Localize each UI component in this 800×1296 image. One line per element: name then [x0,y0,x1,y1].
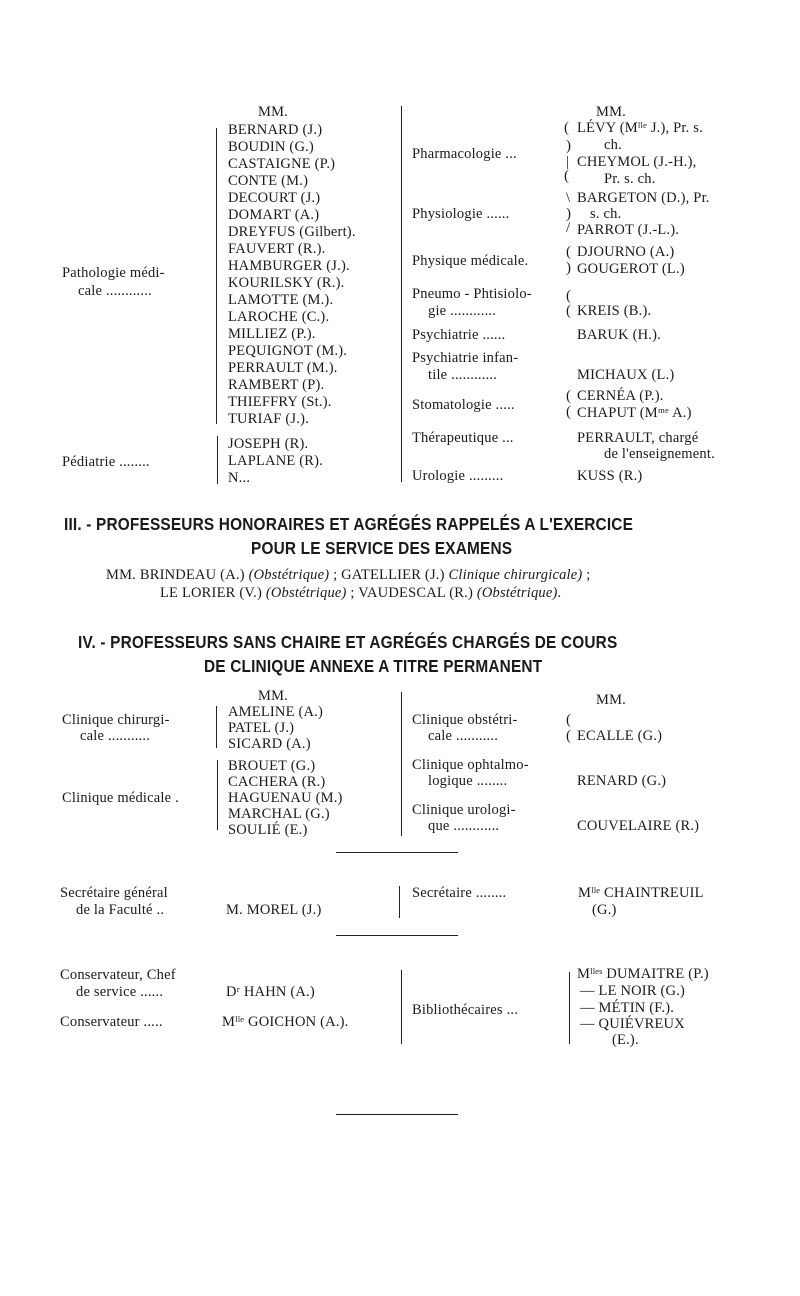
brace: ) [566,260,571,276]
mm-header: MM. [258,104,289,120]
name: — QUIÉVREUX [580,1016,685,1032]
discipline-label: cale ............ [78,283,152,299]
discipline-label: Clinique urologi- [412,802,516,818]
name: KUSS (R.) [577,468,643,484]
name: COUVELAIRE (R.) [577,818,700,834]
name: SOULIÉ (E.) [228,822,308,838]
name: CONTE (M.) [228,173,309,189]
name: MILLIEZ (P.). [228,326,316,342]
name: SICARD (A.) [228,736,311,752]
name: DREYFUS (Gilbert). [228,224,356,240]
brace: \ [566,190,571,206]
name: Pr. s. ch. [604,171,656,187]
brace: ( [566,303,571,319]
name: MARCHAL (G.) [228,806,330,822]
brace [216,706,217,748]
separator-rule [336,935,458,936]
name: CHEYMOL (J.-H.), [577,154,697,170]
role-label: Conservateur ..... [60,1014,163,1030]
column-divider [401,970,402,1044]
name: PERRAULT, chargé [577,430,699,446]
brace: ( [564,168,569,184]
specialty: (Obstétrique) [265,585,347,601]
discipline-label: Clinique ophtalmo- [412,757,529,773]
discipline-label: Psychiatrie infan- [412,350,519,366]
role-label: Conservateur, Chef [60,967,176,983]
discipline-label: Psychiatrie ...... [412,327,506,343]
name: HAMBURGER (J.). [228,258,350,274]
name: Dʳ HAHN (A.) [226,984,315,1000]
name: PEQUIGNOT (M.). [228,343,348,359]
brace [569,972,570,1044]
role-label: Secrétaire général [60,885,168,901]
discipline-label: Pédiatrie ........ [62,454,150,470]
name: DOMART (A.) [228,207,320,223]
discipline-label: Thérapeutique ... [412,430,514,446]
discipline-label: Clinique obstétri- [412,712,518,728]
name: BARUK (H.). [577,327,661,343]
name: BROUET (G.) [228,758,316,774]
name: ECALLE (G.) [577,728,663,744]
name: LAPLANE (R). [228,453,324,469]
text: . [557,585,562,601]
section-heading: IV. - PROFESSEURS SANS CHAIRE ET AGRÉGÉS CHARGÉS DE COURS [78,632,618,652]
name: CERNÉA (P.). [577,388,664,404]
name: FAUVERT (R.). [228,241,326,257]
text: LE LORIER (V.) [160,585,266,601]
name: HAGUENAU (M.) [228,790,343,806]
discipline-label: Physiologie ...... [412,206,510,222]
discipline-label: Physique médicale. [412,253,529,269]
brace: ) [566,138,571,154]
brace [217,760,218,830]
name: RENARD (G.) [577,773,667,789]
discipline-label: Stomatologie ..... [412,397,515,413]
section-heading: DE CLINIQUE ANNEXE A TITRE PERMANENT [204,656,543,676]
discipline-label: Pharmacologie ... [412,146,517,162]
discipline-label: que ............ [428,818,500,834]
name: DJOURNO (A.) [577,244,675,260]
name: Mˡˡᵉ CHAINTREUIL [578,885,704,901]
name: LAROCHE (C.). [228,309,330,325]
name: TURIAF (J.). [228,411,309,427]
brace: ( [566,388,571,404]
role-label: Secrétaire ........ [412,885,507,901]
name: PARROT (J.-L.). [577,222,680,238]
brace: ( [566,288,571,304]
brace: | [566,154,570,170]
examiners-line-1 [106,567,590,583]
discipline-label: Urologie ......... [412,468,504,484]
brace: / [566,220,571,236]
text: ; GATELLIER (J.) [329,567,449,583]
name: AMELINE (A.) [228,704,324,720]
mm-header: MM. [258,688,289,704]
specialty: (Obstétrique) [248,567,330,583]
name: RAMBERT (P). [228,377,325,393]
brace: ( [566,404,571,420]
section-heading: POUR LE SERVICE DES EXAMENS [251,538,513,558]
name: LÉVY (Mˡˡᵉ J.), Pr. s. [577,120,703,136]
name: JOSEPH (R). [228,436,309,452]
discipline-label: Clinique médicale . [62,790,179,806]
discipline-label: tile ............ [428,367,498,383]
name: N... [228,470,251,486]
column-divider [401,692,402,836]
name: LAMOTTE (M.). [228,292,334,308]
discipline-label: Pneumo - Phtisiolo- [412,286,532,302]
section-heading: III. - PROFESSEURS HONORAIRES ET AGRÉGÉS RAPPELÉS A L'EXERCICE [64,514,634,534]
discipline-label: Clinique chirurgi- [62,712,170,728]
brace: ( [566,712,571,728]
name: PERRAULT (M.). [228,360,338,376]
brace [217,436,218,484]
name: de l'enseignement. [604,446,715,462]
name: BOUDIN (G.) [228,139,314,155]
role-label: Bibliothécaires ... [412,1002,519,1018]
specialty: Clinique chirurgicale) [448,567,583,583]
examiners-line-2 [160,585,561,601]
brace [216,128,217,424]
discipline-label: cale ........... [428,728,499,744]
name: MICHAUX (L.) [577,367,675,383]
role-label: de service ...... [76,984,164,1000]
discipline-label: Pathologie médi- [62,265,165,281]
brace: ) [566,206,571,222]
brace: ( [564,120,569,136]
name: THIEFFRY (St.). [228,394,332,410]
name: BERNARD (J.) [228,122,323,138]
specialty: (Obstétrique) [476,585,558,601]
name: BARGETON (D.), Pr. [577,190,710,206]
name: DECOURT (J.) [228,190,321,206]
mm-header: MM. [596,104,627,120]
discipline-label: logique ........ [428,773,508,789]
mm-header: MM. [596,692,627,708]
name: KOURILSKY (R.). [228,275,345,291]
name: GOUGEROT (L.) [577,261,685,277]
name: — LE NOIR (G.) [580,983,686,999]
name: (G.) [592,902,617,918]
brace: ( [566,728,571,744]
name: CASTAIGNE (P.) [228,156,336,172]
text: MM. BRINDEAU (A.) [106,567,249,583]
column-divider [401,106,402,482]
column-divider [399,886,400,918]
name: PATEL (J.) [228,720,295,736]
name: CACHERA (R.) [228,774,326,790]
brace: ( [566,244,571,260]
name: KREIS (B.). [577,303,652,319]
name: Mˡˡᵉ GOICHON (A.). [222,1014,349,1030]
text: ; [582,567,591,583]
name: ch. [604,137,622,153]
discipline-label: gie ............ [428,303,497,319]
separator-rule [336,852,458,853]
name: M. MOREL (J.) [226,902,322,918]
separator-rule [336,1114,458,1115]
text: ; VAUDESCAL (R.) [346,585,477,601]
role-label: de la Faculté .. [76,902,165,918]
name: CHAPUT (Mᵐᵉ A.) [577,405,692,421]
name: — MÉTIN (F.). [580,1000,675,1016]
name: s. ch. [590,206,622,222]
name: Mˡˡᵉˢ DUMAITRE (P.) [577,966,709,982]
name: (E.). [612,1032,639,1048]
discipline-label: cale ........... [80,728,151,744]
